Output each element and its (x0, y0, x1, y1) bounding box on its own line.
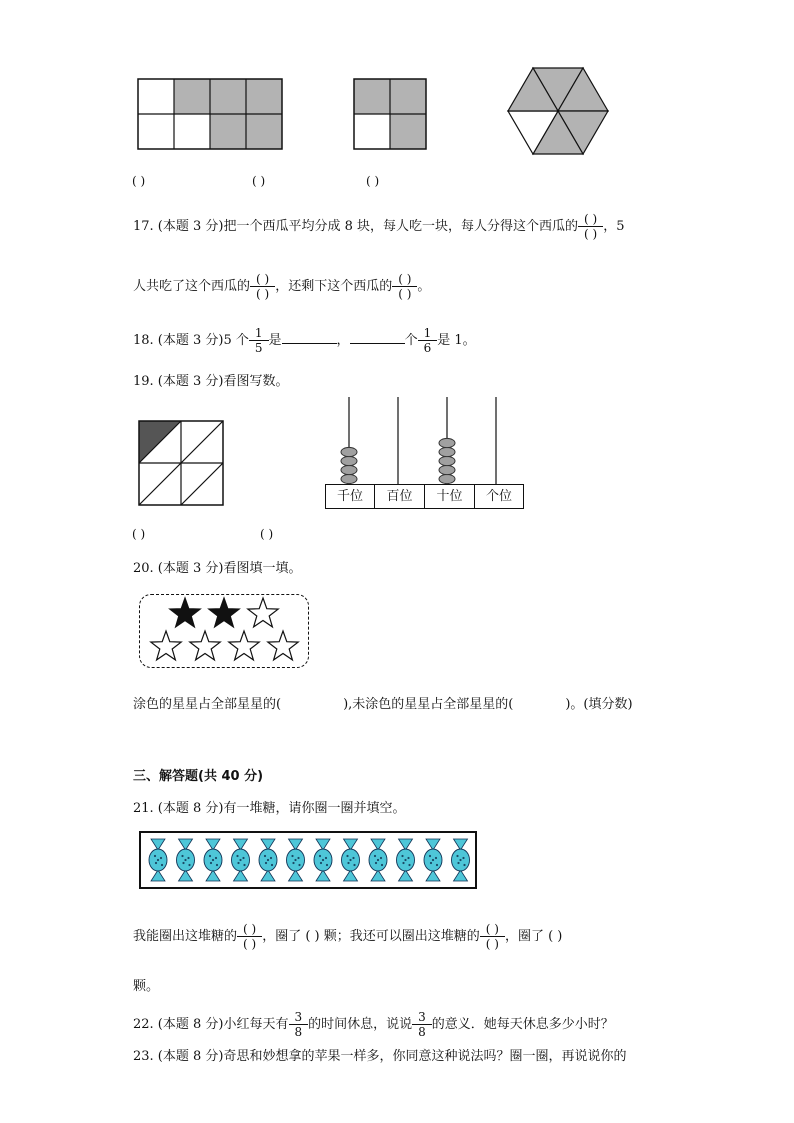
abacus-label-thousands: 千位 (326, 485, 375, 508)
fraction-blank[interactable] (237, 922, 262, 951)
candy-icon (314, 839, 332, 881)
question-23: 23. (本题 8 分)奇思和妙想拿的苹果一样多，你同意这种说法吗？圈一圈，再说说你的 (133, 1049, 627, 1064)
frac-num: 3 (412, 1010, 432, 1025)
answer-blank[interactable] (350, 333, 405, 344)
q18-text: 是 (268, 333, 282, 348)
frac-den: 8 (418, 1025, 426, 1039)
fraction-blank[interactable] (250, 272, 275, 301)
abacus-bead (341, 474, 357, 483)
star-empty (151, 631, 181, 660)
abacus-rods (325, 395, 523, 487)
q17-text-c: 人共吃了这个西瓜的 (133, 279, 251, 294)
q17-text-a: 17. (本题 3 分)把一个西瓜平均分成 8 块，每人吃一块，每人分得这个西瓜的 (133, 219, 579, 234)
answer-blank-3[interactable]: ( ) (366, 174, 380, 188)
frac-den: 6 (423, 341, 432, 355)
section-heading: 三、解答题(共 40 分) (133, 769, 264, 784)
star-empty (229, 631, 259, 660)
candy-icon (204, 839, 222, 881)
abacus-label-hundreds: 百位 (375, 485, 425, 508)
frac-num: ( ) (480, 922, 505, 937)
frac-den: ( ) (584, 227, 598, 241)
q20-text-c: )。(填分数) (565, 697, 633, 712)
q18-prefix: 18. (本题 3 分)5 个 (133, 333, 249, 348)
q17-text-e: 。 (417, 279, 431, 294)
abacus-label-ones: 个位 (485, 489, 512, 504)
frac-num: 1 (249, 326, 269, 341)
frac-den: ( ) (256, 287, 270, 301)
candy-icon (287, 839, 305, 881)
triangle-grid-figure (138, 420, 226, 508)
frac-num: 1 (418, 326, 438, 341)
q22-prefix: 22. (本题 8 分)小红每天有 (133, 1017, 289, 1032)
q20-text-b: ),未涂色的星星占全部星星的( (343, 697, 514, 712)
star-filled (170, 598, 200, 627)
shaded-hexagon (505, 65, 611, 157)
frac-den: 8 (294, 1025, 303, 1039)
star-empty (190, 631, 220, 660)
fraction-one-fifth (249, 326, 269, 355)
fraction-blank[interactable] (578, 212, 603, 241)
q22-mid: 的时间休息，说说 (308, 1017, 413, 1032)
frac-den: 5 (254, 341, 263, 355)
candy-icon (424, 839, 442, 881)
abacus-bead (439, 438, 455, 447)
abacus-bead (341, 465, 357, 474)
q17-text-b: ，5 (603, 219, 625, 234)
candy-icon (397, 839, 415, 881)
question-17-line2 (133, 272, 430, 301)
frac-den: ( ) (243, 937, 257, 951)
fraction-blank[interactable] (392, 272, 417, 301)
candy-icon (232, 839, 250, 881)
answer-blank-2[interactable]: ( ) (252, 174, 266, 188)
question-20-fill (133, 693, 633, 712)
answer-blank-19b[interactable]: ( ) (260, 527, 274, 541)
candy-icon (342, 839, 360, 881)
candy-box (139, 831, 477, 889)
abacus-bead (439, 447, 455, 456)
candy-icon (177, 839, 195, 881)
candy-icon (369, 839, 387, 881)
question-20-title: 20. (本题 3 分)看图填一填。 (133, 561, 302, 576)
frac-num: ( ) (578, 212, 603, 227)
abacus-bead (341, 447, 357, 456)
frac-den: ( ) (485, 937, 499, 951)
abacus-bead (341, 456, 357, 465)
shaded-square-2x2 (353, 78, 429, 150)
fraction-three-eighths (412, 1010, 432, 1039)
abacus-label-tens: 十位 (425, 485, 475, 508)
q21-text-a: 我能圈出这堆糖的 (133, 929, 238, 944)
star-empty (248, 598, 278, 627)
q21-text-c: ，圈了 ( ) (504, 929, 563, 944)
candy-icon (259, 839, 277, 881)
q18-text: ， (336, 333, 350, 348)
frac-num: 3 (289, 1010, 309, 1025)
q20-text-a: 涂色的星星占全部星星的( (133, 697, 282, 712)
question-17-line1 (133, 212, 625, 241)
abacus-bead (439, 474, 455, 483)
q21-text-b: ，圈了 ( ) 颗；我还可以圈出这堆糖的 (262, 929, 480, 944)
fraction-one-sixth (418, 326, 438, 355)
q18-text: 个 (404, 333, 418, 348)
candy-icon (452, 839, 470, 881)
abacus (325, 395, 523, 511)
question-21-fill (133, 922, 562, 951)
frac-den: ( ) (398, 287, 412, 301)
question-21-line2: 颗。 (133, 979, 160, 994)
frac-num: ( ) (237, 922, 262, 937)
stars (140, 595, 308, 667)
star-empty (268, 631, 298, 660)
q22-suffix: 的意义．她每天休息多少小时？ (431, 1017, 614, 1032)
abacus-bead (439, 465, 455, 474)
shaded-rectangle-2x4 (137, 78, 285, 150)
frac-num: ( ) (392, 272, 417, 287)
fraction-blank[interactable] (480, 922, 505, 951)
q18-suffix: 是 1。 (437, 333, 476, 348)
fraction-three-eighths (289, 1010, 309, 1039)
question-18 (133, 326, 476, 355)
answer-blank[interactable] (282, 333, 337, 344)
q17-text-d: ，还剩下这个西瓜的 (275, 279, 393, 294)
question-21-title: 21. (本题 8 分)有一堆糖，请你圈一圈并填空。 (133, 801, 406, 816)
abacus-bead (439, 456, 455, 465)
star-box (139, 594, 309, 668)
candies (141, 833, 475, 887)
answer-blank-1[interactable]: ( ) (132, 174, 146, 188)
candy-icon (149, 839, 167, 881)
question-19-title: 19. (本题 3 分)看图写数。 (133, 374, 289, 389)
frac-num: ( ) (250, 272, 275, 287)
answer-blank-19a[interactable]: ( ) (132, 527, 146, 541)
star-filled (209, 598, 239, 627)
question-22 (133, 1010, 614, 1039)
